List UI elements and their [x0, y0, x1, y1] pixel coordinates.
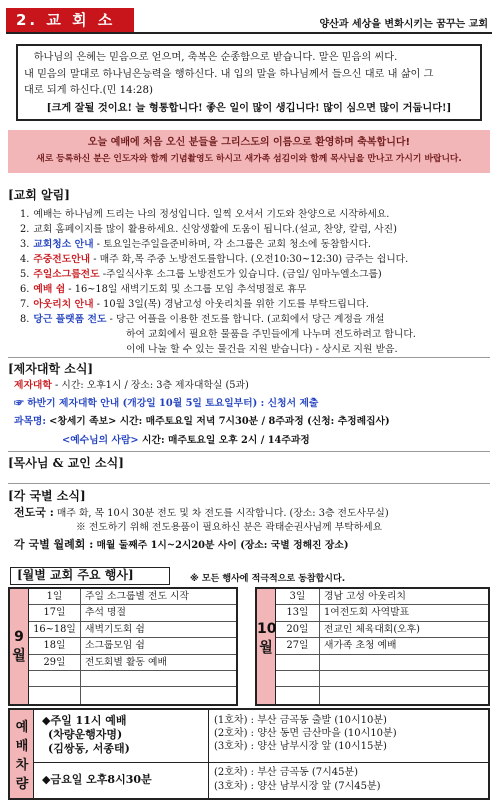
news-item-number: 1. — [20, 209, 30, 220]
news-item-heading: 주일소그룹전도 — [33, 269, 100, 280]
vehicle-label — [10, 710, 34, 798]
divider — [208, 710, 209, 798]
pastor-news-title: [목사님 & 교인 소식] — [8, 456, 124, 470]
event-name: 주일 소그룹별 전도 시작 — [85, 591, 189, 602]
sunday-route: (2호차) : 양산 동면 금산마을 (10시10분) — [214, 728, 397, 739]
news-item-text: - 토요일는주일을준비하며, 각 소그룹은 교회 청소에 동참합시다. — [93, 239, 371, 250]
event-date: 13일 — [276, 605, 320, 620]
department-line — [14, 537, 349, 553]
evangelism-dept-label: 전도국 : — [14, 506, 54, 519]
friday-service-title: ◆금요일 오후8시30분 — [42, 773, 152, 786]
september-events — [29, 589, 236, 704]
verse-line: 대로 되게 하신다.(민 14:28) — [24, 85, 153, 96]
verse-line: 하나님의 은혜는 믿음으로 얻으며, 축복은 순종함으로 받습니다. 말은 믿음의 씨다. — [33, 52, 398, 63]
divider — [8, 357, 490, 358]
event-name — [320, 687, 324, 703]
welcome-banner — [8, 130, 490, 173]
monthly-meeting-text: 매월 둘째주 1시~2시20분 사이 (장소: 국별 정해진 장소) — [96, 540, 349, 551]
welcome-line: 오늘 예배에 처음 오신 분들을 그리스도의 이름으로 환영하며 축복합니다! — [87, 137, 411, 148]
monthly-meeting-label: 각 국별 월례회 : — [14, 538, 94, 551]
event-row — [29, 622, 236, 638]
divider — [8, 483, 490, 484]
news-item — [20, 237, 371, 252]
event-row — [276, 687, 488, 703]
church-slogan: 양산과 세상을 변화시키는 꿈꾸는 교회 — [319, 19, 488, 30]
news-item — [20, 282, 306, 297]
event-name: 전교인 체육대회(오후) — [324, 623, 420, 635]
department-line — [14, 505, 389, 521]
sunday-service-title: ◆주일 11시 예배 — [42, 714, 127, 727]
disciple-school-label: 제자대학 — [14, 380, 52, 391]
october-events — [276, 589, 488, 704]
event-row — [276, 622, 488, 638]
event-row — [276, 589, 488, 605]
october-calendar — [255, 587, 490, 706]
event-date — [276, 687, 320, 703]
news-item — [20, 312, 384, 327]
monthly-events-note: ※ 모든 행사에 적극적으로 동참합시다. — [190, 574, 346, 584]
news-item-number: 5. — [20, 269, 30, 280]
event-row — [276, 671, 488, 687]
news-item-number: 8. — [20, 314, 30, 325]
disciple-line — [14, 396, 318, 411]
event-date: 18일 — [29, 638, 81, 653]
news-item-8-continued: 이에 나눌 할 수 있는 물건을 지원 받습니다) - 상시로 지원 받음. — [126, 344, 398, 355]
driver-label: (차량운행자명) — [48, 728, 123, 741]
driver-names: (김쌍동, 서종태) — [48, 742, 130, 755]
scripture-box — [16, 44, 482, 121]
friday-route: (2호차) : 부산 금곡동 (7시45분) — [214, 767, 359, 778]
news-item — [20, 207, 389, 222]
church-news-title: [교회 알림] — [8, 188, 70, 202]
course-jesus-people: <예수님의 사람> — [62, 435, 139, 446]
section-title: 2. 교 회 소 식 — [6, 8, 134, 32]
event-date — [276, 655, 320, 670]
news-item-text: - 10월 3일(목) 경남고성 아웃리치를 위한 기도를 부탁드립니다. — [93, 299, 369, 310]
disciple-line — [14, 414, 390, 429]
course-jesus-time: 시간: 매주토요일 오후 2시 / 14주과정 — [138, 435, 310, 446]
event-date: 20일 — [276, 622, 320, 637]
event-date — [29, 687, 81, 703]
event-name: 1여전도회 사역발표 — [324, 607, 410, 619]
news-item-heading: 당근 플랫폼 전도 — [33, 314, 107, 325]
news-item-number: 7. — [20, 299, 30, 310]
event-date: 16~18일 — [29, 622, 81, 637]
event-name: 소그룹모임 쉼 — [85, 640, 145, 652]
event-date: 17일 — [29, 605, 81, 620]
disciple-line — [62, 433, 310, 448]
event-name: 새가족 초청 예배 — [324, 640, 397, 652]
department-news-title: [각 국별 소식] — [8, 489, 86, 503]
event-name — [81, 687, 85, 703]
event-row — [29, 671, 236, 687]
monthly-events-title: [월별 교회 주요 행사] — [10, 567, 170, 585]
sunday-route: (3호차) : 양산 남부시장 앞 (10시15분) — [214, 741, 387, 752]
friday-route: (3호차) : 양산 남부시장 앞 (7시45분) — [214, 781, 381, 792]
event-name: 경남 고성 아웃리치 — [324, 591, 406, 602]
event-row — [29, 655, 236, 671]
news-item-number: 4. — [20, 254, 30, 265]
disciple-school-time: - 시간: 오후1시 / 장소: 3층 제자대학실 (5과) — [51, 380, 249, 391]
course-genesis: <창세기 족보> 시간: 매주토요일 저녁 7시30분 / 8주과정 (신청: 추정례집사) — [49, 416, 390, 427]
event-date — [276, 671, 320, 686]
news-item-heading: 주중전도안내 — [33, 254, 91, 265]
disciple-school-title: [제자대학 소식] — [8, 362, 94, 376]
news-item-number: 3. — [20, 239, 30, 250]
news-item — [20, 297, 369, 312]
news-item-8-continued: 하여 교회에서 필요한 물품을 주민들에게 나누며 전도하려고 합니다. — [126, 329, 416, 340]
verse-declaration: [크게 잘될 것이요! 늘 형통합니다! 좋은 일이 많이 생깁니다! 많이 심으면 많이 거둡니다!] — [46, 101, 452, 114]
event-row — [29, 638, 236, 654]
news-item-heading: 아웃리치 안내 — [33, 299, 94, 310]
course-label: 과목명: — [14, 416, 47, 427]
event-date: 3일 — [276, 589, 320, 604]
news-item-text: - 16~18일 새벽기도회 및 소그룹 모임 추석명절로 휴무 — [65, 284, 307, 295]
event-date — [29, 671, 81, 686]
news-item — [20, 267, 382, 282]
news-item-heading: 교회청소 안내 — [33, 239, 94, 250]
event-row — [29, 589, 236, 605]
event-row — [276, 655, 488, 671]
divider — [8, 451, 490, 452]
news-item-number: 6. — [20, 284, 30, 295]
event-row — [29, 605, 236, 621]
news-item — [20, 252, 408, 267]
evangelism-dept-text: 매주 화, 목 10시 30분 전도 및 차 전도를 시작합니다. (장소: 3층 전도사무실) — [56, 508, 389, 519]
news-item — [20, 222, 397, 237]
month-label-september: 9월 — [10, 589, 29, 704]
welcome-line: 새로 등록하신 분은 인도자와 함께 기념촬영도 하시고 새가족 섬김이와 함께 목사님을 만나고 가시기 바랍니다. — [36, 154, 462, 164]
event-name: 새벽기도회 쉼 — [85, 623, 145, 635]
event-date: 29일 — [29, 655, 81, 670]
event-date: 27일 — [276, 638, 320, 653]
event-name — [320, 671, 324, 686]
news-item-text: - 매주 화,목 주중 노방전도를합니다. (오전10:30~12:30) 금주는 쉽니다. — [90, 254, 409, 265]
event-name — [81, 671, 85, 686]
event-name: 추석 명절 — [85, 607, 126, 619]
section-header — [6, 6, 492, 53]
event-row — [276, 638, 488, 654]
news-item-text: - 당근 어플을 이용한 전도를 합니다. (교회에서 당근 계정을 개설 — [106, 314, 385, 325]
divider — [34, 762, 488, 763]
september-calendar — [8, 587, 238, 706]
news-item-heading: 예배 쉼 — [33, 284, 66, 295]
event-row — [29, 687, 236, 703]
vehicle-schedule — [8, 708, 490, 800]
disciple-line — [14, 378, 249, 393]
news-item-text: 예배는 하나님께 드리는 나의 정성입니다. 일찍 오셔서 기도와 찬양으로 시작하세요. — [33, 209, 390, 220]
event-date: 1일 — [29, 589, 81, 604]
news-item-text: 교회 홈페이지를 많이 활용하세요. 신앙생활에 도움이 됩니다.(설교, 찬양, 칼럼, 사진) — [33, 224, 397, 235]
event-row — [276, 605, 488, 621]
disciple-announcement: 하반기 제자대학 안내 (개강일 10월 5일 토요일부터) : 신청서 제출 — [27, 398, 319, 409]
verse-line: 내 믿음의 말대로 하나님은능력을 행하신다. 내 입의 말을 하나님께서 들으신 대로 내 삶이 그 — [24, 68, 434, 80]
vehicle-label-text: 예배차량 — [15, 720, 29, 792]
department-line: ※ 전도하기 위해 전도용품이 필요하신 분은 곽태순권사님께 부탁하세요 — [76, 522, 383, 533]
event-name — [320, 655, 324, 670]
sunday-route: (1호차) : 부산 금곡동 출발 (10시10분) — [214, 715, 387, 726]
pointing-hand-icon: ☞ — [14, 398, 24, 409]
event-name: 전도회별 활동 예배 — [85, 656, 167, 668]
news-item-text: -주일식사후 소그룹 노방전도가 있습니다. (금일/ 임마누엘소그룹) — [99, 269, 382, 280]
news-item-number: 2. — [20, 224, 30, 235]
month-label-october: 10월 — [257, 589, 276, 704]
